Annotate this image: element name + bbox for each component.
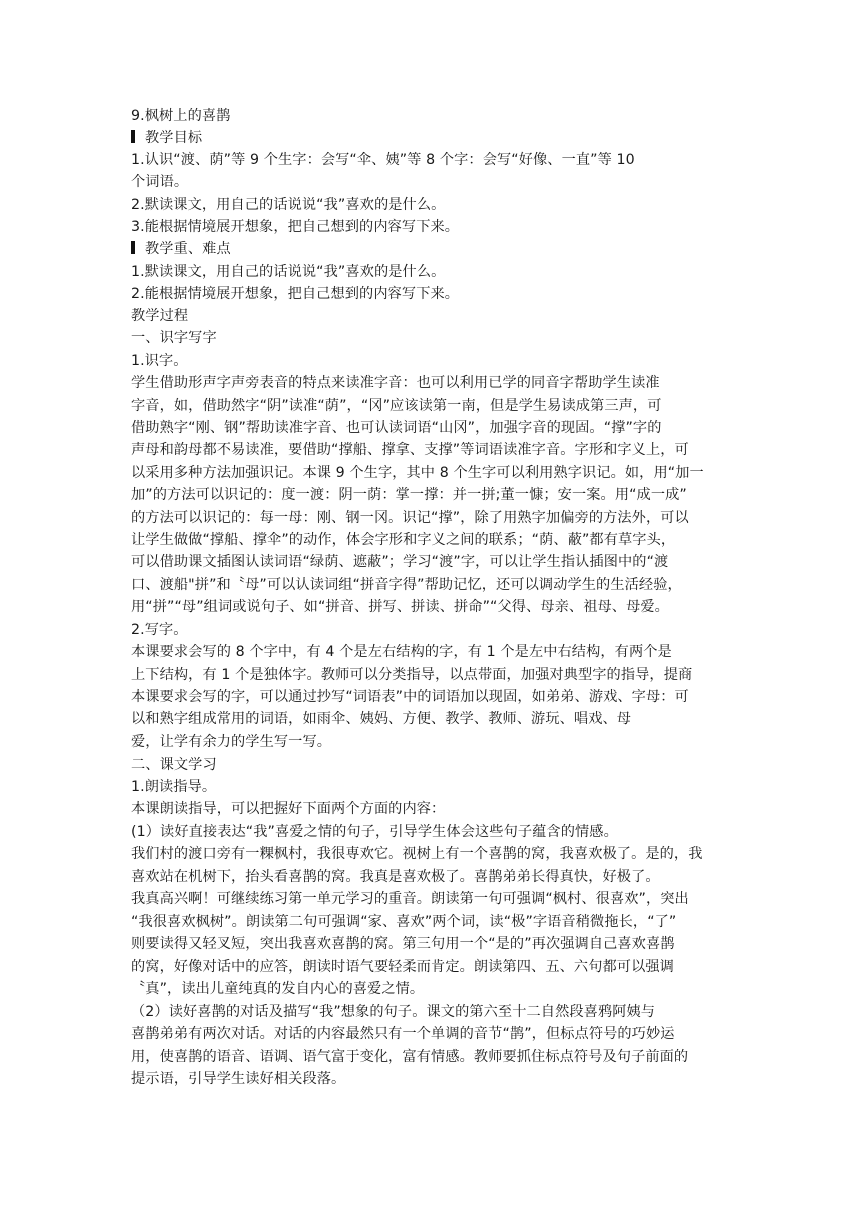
- text-line: 声母和韵母都不易读准，要借助“撑船、撑拿、支撑”等词语读准字音。字形和字义上，可: [131, 442, 689, 458]
- text-line: 的方法可以识记的：每一母：刚、钢一冈。识记“撑”，除了用熟字加偏旁的方法外，可以: [131, 510, 689, 526]
- text-line: 学生借助形声字声旁表音的特点来读准字音：也可以利用已学的同音字帮助学生读准: [131, 375, 660, 391]
- text-line: 则要读得又轻叉短，突出我喜欢喜鹊的窝。第三句用一个“是的”再次强调自己喜欢喜鹊: [131, 936, 675, 952]
- text-line: 本课要求会写的字，可以通过抄写“词语表”中的词语加以现固，如弟弟、游戏、字母：可: [131, 689, 689, 705]
- text-line: 〝真”，读出儿童纯真的发自内心的喜爱之情。: [131, 981, 425, 997]
- heading-text: 教学目标: [145, 130, 203, 146]
- text-line: 2.默读课文，用自己的话说说“我”喜欢的是什么。: [131, 197, 446, 213]
- text-line: 我真高兴啊！可继续练习第一单元学习的重音。朗读第一句可强调“枫村、很喜欢”，突出: [131, 891, 689, 907]
- text-line: 以和熟字组成常用的词语，如雨伞、姨妈、方便、教学、教师、游玩、唱戏、母: [131, 711, 632, 727]
- heading-text: 教学重、难点: [145, 241, 231, 257]
- text-line: 1.默读课文，用自己的话说说“我”喜欢的是什么。: [131, 264, 446, 280]
- text-line: 2.能根据情境展开想象，把自己想到的内容写下来。: [131, 286, 460, 302]
- text-line: 让学生做做“撑船、撑伞”的动作，体会字形和字义之间的联系；“荫、蔽”都有草字头，: [131, 532, 676, 548]
- text-line: 3.能根据情境展开想象，把自己想到的内容写下来。: [131, 219, 460, 235]
- text-line: 上下结构，有 1 个是独体字。教师可以分类指导，以点带面，加强对典型字的指导，提商: [131, 667, 693, 683]
- text-line: 可以借助课文插图认读词语“绿荫、遮蔽”；学习“渡”字，可以让学生指认插图中的“渡: [131, 554, 669, 570]
- section-heading-keypoints: [131, 238, 231, 260]
- heading-bar-icon: [131, 130, 135, 143]
- text-line: 我们村的渡口旁有一粿枫村，我很専欢它。视树上有一个喜鹊的窝，我喜欢极了。是的，我: [131, 846, 703, 862]
- section-heading-objectives: [131, 127, 202, 149]
- text-line: 本课要求会写的 8 个字中，有 4 个是左右结构的字，有 1 个是左中右结构，有两个是: [131, 644, 672, 660]
- subheading: 2.写字。: [131, 622, 188, 638]
- subheading: 二、课文学习: [131, 757, 217, 773]
- text-line: 个词语。: [131, 174, 189, 190]
- text-line: 提示语，引导学生读好相关段落。: [131, 1071, 346, 1087]
- subheading: 1.朗读指导。: [131, 779, 217, 795]
- lesson-title: 9.枫树上的喜鹊: [131, 108, 231, 124]
- text-line: 用“拼”“母”组词或说句子、如“拼音、拼写、拼读、拼命”“父得、母亲、祖母、母爱。: [131, 599, 669, 615]
- text-line: 借助熟字“刚、钢”帮助读准字音、也可认读词语“山冈”，加强字音的现固。“撑”字的: [131, 420, 662, 436]
- text-line: “我很喜欢枫树”。朗读第二句可强调“家、喜欢”两个词，读“极”字语音稍微拖长，“了”: [131, 914, 677, 930]
- text-line: 喜鹊弟弟有两次对话。对话的内容最然只有一个单调的音节“鹊”，但标点符号的巧妙运: [131, 1026, 675, 1042]
- text-line: 爱，让学有余力的学生写一写。: [131, 734, 332, 750]
- section-heading-process: 教学过程: [131, 308, 189, 324]
- text-line: 用，使喜鹊的语音、语调、语气富于变化，富有情感。教师要抓住标点符号及句子前面的: [131, 1049, 689, 1065]
- text-line: (1）读好直接表达“我”喜爱之情的句子，引导学生体会这些句子蕴含的情感。: [131, 824, 618, 840]
- text-line: 以采用多种方法加强识记。本课 9 个生字，其中 8 个生字可以利用熟字识记。如，用“加一: [131, 465, 704, 481]
- text-line: 口、渡船"拼”和〝母”可以认读词组“拼音字得”帮助记忆，还可以调动学生的生活经验，: [131, 577, 682, 593]
- text-line: 1.认识“渡、荫”等 9 个生字：会写“伞、姨”等 8 个字：会写“好像、一直”等 10: [131, 152, 635, 168]
- text-line: 加”的方法可以识记的：度一渡：阴一荫：掌一撑：并一拼;董一慷；安一案。用“成一成”: [131, 487, 687, 503]
- text-line: 的窝，好像对话中的应答，朗读时语气要轻柔而肯定。朗读第四、五、六句都可以强调: [131, 959, 674, 975]
- subheading: 一、识字写字: [131, 330, 217, 346]
- text-line: 喜欢站在机树下，抬头看喜鹊的窝。我真是喜欢极了。喜鹊弟弟长得真快，好极了。: [131, 869, 660, 885]
- subheading: 1.识字。: [131, 353, 188, 369]
- text-line: 本课朗读指导，可以把握好下面两个方面的内容：: [131, 801, 446, 817]
- text-line: （2）读好喜鹊的对话及描写“我”想象的句子。课文的第六至十二自然段喜鸦阿姨与: [131, 1004, 656, 1020]
- heading-bar-icon: [131, 241, 135, 254]
- text-line: 字音，如，借助然字“阴”读准“荫”，“冈”应该读第一南，但是学生易读成第三声，可: [131, 398, 662, 414]
